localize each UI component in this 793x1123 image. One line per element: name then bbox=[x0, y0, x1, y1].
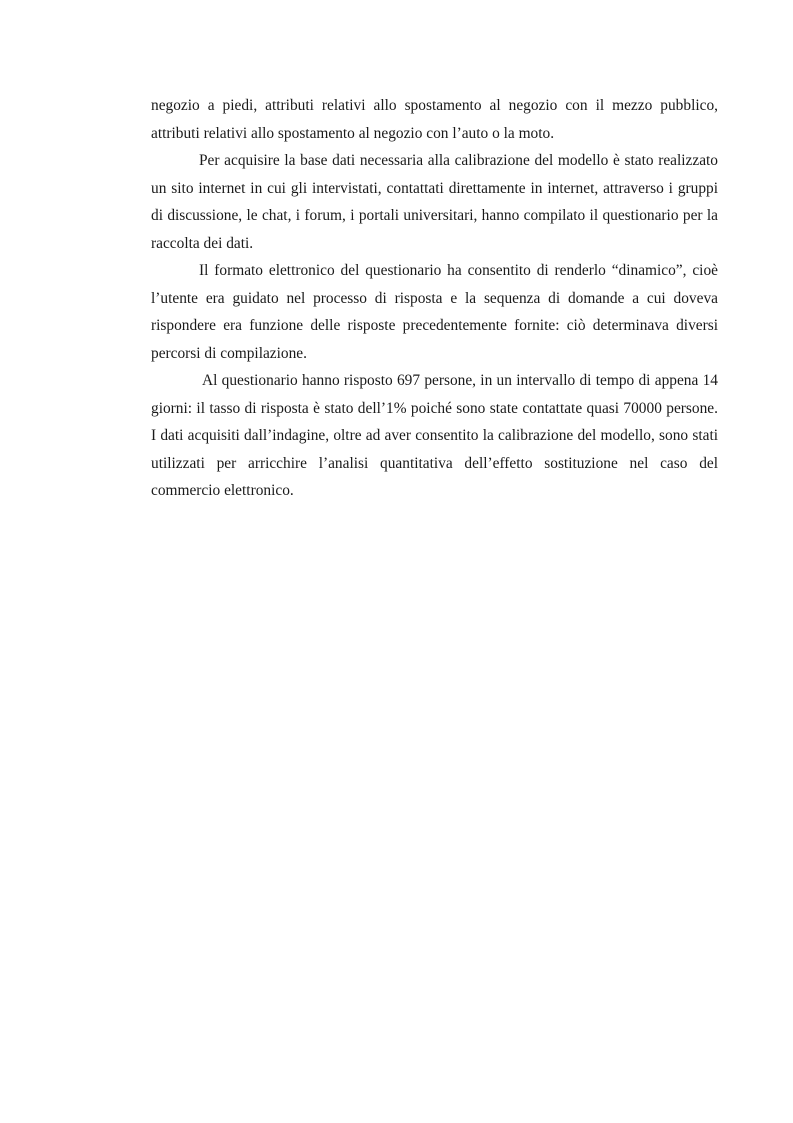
paragraph-response-rate: Al questionario hanno risposto 697 persone, in un intervallo di tempo di appena 14 giorni: il tasso di risposta è stato dell’1% poiché sono state contattate quasi 70000 persone. I dati acquisiti dall’indagine, oltre ad aver consentito la calibrazione del modello, sono stati utilizzati per arricchire l’analisi quantitativa dell’effetto sostituzione nel caso del commercio elettronico. bbox=[151, 372, 718, 499]
body-text bbox=[151, 92, 718, 505]
paragraph-data-acquisition: Per acquisire la base dati necessaria alla calibrazione del modello è stato realizzato un sito internet in cui gli intervistati, contattati direttamente in internet, attraverso i gruppi di discussione, le chat, i forum, i portali universitari, hanno compilato il questionario per la raccolta dei dati. bbox=[151, 152, 718, 252]
paragraph-continuation: negozio a piedi, attributi relativi allo spostamento al negozio con il mezzo pubblico, attributi relativi allo spostamento al negozio con l’auto o la moto. bbox=[151, 97, 718, 142]
paragraph-electronic-format: Il formato elettronico del questionario ha consentito di renderlo “dinamico”, cioè l’utente era guidato nel processo di risposta e la sequenza di domande a cui doveva rispondere era funzione delle risposte precedentemente fornite: ciò determinava diversi percorsi di compilazione. bbox=[151, 262, 718, 362]
